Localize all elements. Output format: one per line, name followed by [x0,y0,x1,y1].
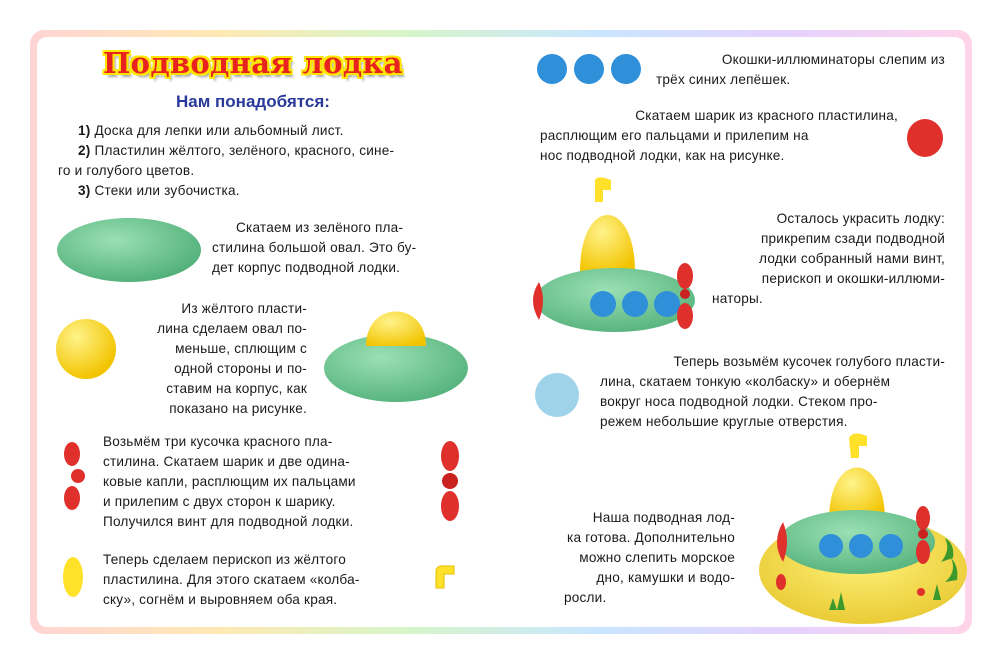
propeller-assembled-image [436,440,464,522]
step-final-line-1: Наша подводная лод- [592,510,735,525]
materials-number: 3) [78,183,91,198]
step-propeller-line-2: стилина. Скатаем шарик и две одина- [103,454,350,469]
materials-number: 2) [78,143,91,158]
materials-item-2 [78,141,468,162]
step-oval-line-3: дет корпус подводной лодки. [212,260,401,275]
step-nose-line-2: расплющим его пальцами и прилепим на [540,128,809,143]
light-blue-ball-image [534,372,580,418]
materials-heading: Нам понадобятся: [176,92,330,111]
submarine-assembled-image [525,176,701,332]
step-propeller-line-5: Получился винт для подводной лодки. [103,514,354,529]
green-oval-image [56,216,202,284]
hull-with-cabin-image [322,286,470,404]
step-yellow-line-3: меньше, сплющим с [175,341,307,356]
step-nose-line-1: Скатаем шарик из красного пластилина, [635,108,898,123]
step-propeller-line-1: Возьмём три кусочка красного пла- [103,434,333,449]
propeller-parts-image [58,440,94,512]
step-blue-line-4: режем небольшие круглые отверстия. [600,414,848,429]
materials-text: Пластилин жёлтого, зелёного, красного, сине- [94,143,395,158]
materials-number: 1) [78,123,91,138]
step-decorate-line-1: Осталось украсить лодку: [776,211,945,226]
step-blue-line-3: вокруг носа подводной лодки. Стеком про- [600,394,878,409]
step-yellow-line-6: показано на рисунке. [169,401,307,416]
step-oval-line-1: Скатаем из зелёного пла- [236,220,404,235]
step-decorate-line-3: лодки собранный нами винт, [759,251,945,266]
step-final-line-3: можно слепить морское [579,550,735,565]
step-periscope-line-2: пластилина. Для этого скатаем «колба- [103,572,360,587]
step-portholes-line-1: Окошки-иллюминаторы слепим из [721,52,945,67]
materials-item-1 [78,121,468,142]
materials-text: Доска для лепки или альбомный лист. [94,123,344,138]
page-title: Подводная лодка [103,46,403,80]
step-propeller-line-4: и прилепим с двух сторон к шарику. [103,494,336,509]
step-nose-line-3: нос подводной лодки, как на рисунке. [540,148,785,163]
yellow-ball-image [55,318,117,380]
step-yellow-line-2: лина сделаем овал по- [157,321,307,336]
step-yellow-line-4: одной стороны и по- [174,361,307,376]
step-blue-line-2: лина, скатаем тонкую «колбаску» и обернём [600,374,891,389]
step-decorate-line-2: прикрепим сзади подводной [760,231,945,246]
materials-item-2-continued: го и голубого цветов. [58,163,195,178]
yellow-sausage-image [62,556,84,598]
step-yellow-line-5: ставим на корпус, как [166,381,307,396]
materials-item-3 [78,181,468,202]
step-final-line-4: дно, камушки и водо- [596,570,735,585]
step-final-line-5: росли. [564,590,607,605]
step-decorate-line-4: перископ и окошки-иллюми- [761,271,945,286]
final-submarine-scene-image [745,432,970,628]
blue-portholes-image [535,52,643,86]
periscope-image [432,562,458,590]
step-periscope-line-1: Теперь сделаем перископ из жёлтого [103,552,346,567]
red-ball-image [906,118,944,158]
step-yellow-line-1: Из жёлтого пласти- [181,301,307,316]
step-oval-line-2: стилина большой овал. Это бу- [212,240,417,255]
step-final-line-2: ка готова. Дополнительно [567,530,735,545]
step-blue-line-1: Теперь возьмём кусочек голубого пласти- [673,354,945,369]
step-portholes-line-2: трёх синих лепёшек. [656,72,791,87]
step-periscope-line-3: ску», согнём и выровняем оба края. [103,592,338,607]
materials-text: Стеки или зубочистка. [94,183,240,198]
step-propeller-line-3: ковые капли, расплющим их пальцами [103,474,356,489]
step-decorate-line-5: наторы. [712,291,763,306]
